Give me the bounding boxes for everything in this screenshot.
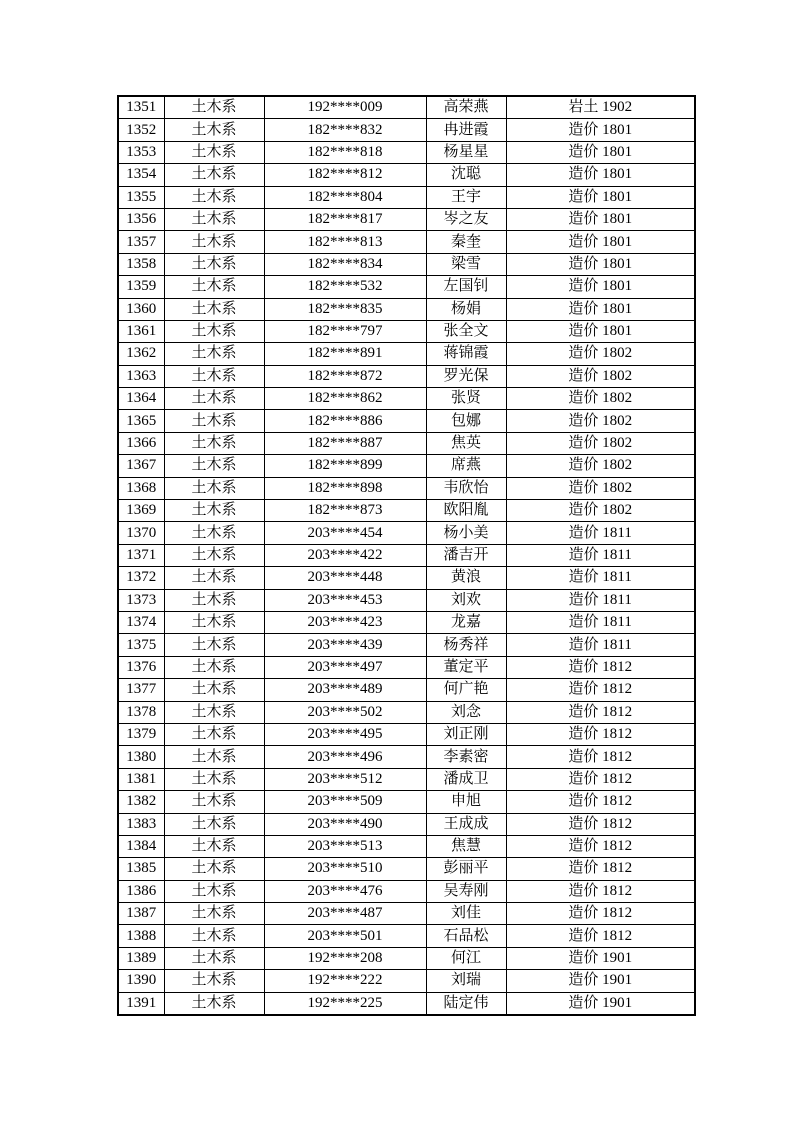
cell-department: 土木系	[164, 903, 264, 925]
cell-name: 杨小美	[426, 522, 506, 544]
cell-class: 造价 1801	[506, 231, 695, 253]
cell-department: 土木系	[164, 634, 264, 656]
cell-class: 造价 1901	[506, 992, 695, 1015]
table-row	[118, 656, 695, 678]
cell-department: 土木系	[164, 320, 264, 342]
cell-index: 1373	[118, 589, 164, 611]
table-row	[118, 186, 695, 208]
cell-name: 岑之友	[426, 208, 506, 230]
cell-class: 造价 1812	[506, 679, 695, 701]
cell-student_id: 182****812	[264, 164, 426, 186]
table-row	[118, 835, 695, 857]
cell-index: 1382	[118, 791, 164, 813]
cell-name: 申旭	[426, 791, 506, 813]
table-row	[118, 164, 695, 186]
cell-student_id: 182****873	[264, 500, 426, 522]
cell-class: 造价 1801	[506, 298, 695, 320]
cell-index: 1360	[118, 298, 164, 320]
cell-student_id: 203****512	[264, 768, 426, 790]
cell-class: 造价 1802	[506, 365, 695, 387]
cell-name: 李素密	[426, 746, 506, 768]
cell-class: 造价 1812	[506, 768, 695, 790]
cell-student_id: 182****797	[264, 320, 426, 342]
cell-index: 1359	[118, 276, 164, 298]
cell-class: 造价 1812	[506, 835, 695, 857]
table-row	[118, 858, 695, 880]
table-row	[118, 208, 695, 230]
cell-index: 1361	[118, 320, 164, 342]
cell-student_id: 203****497	[264, 656, 426, 678]
cell-name: 杨娟	[426, 298, 506, 320]
table-row	[118, 343, 695, 365]
cell-student_id: 203****448	[264, 567, 426, 589]
cell-department: 土木系	[164, 813, 264, 835]
cell-department: 土木系	[164, 858, 264, 880]
table-row	[118, 365, 695, 387]
cell-class: 造价 1811	[506, 567, 695, 589]
cell-class: 造价 1811	[506, 544, 695, 566]
cell-class: 造价 1801	[506, 276, 695, 298]
cell-index: 1384	[118, 835, 164, 857]
cell-class: 造价 1811	[506, 522, 695, 544]
cell-name: 冉进霞	[426, 119, 506, 141]
cell-class: 造价 1812	[506, 903, 695, 925]
table-row	[118, 500, 695, 522]
cell-department: 土木系	[164, 992, 264, 1015]
table-row	[118, 611, 695, 633]
cell-department: 土木系	[164, 477, 264, 499]
cell-index: 1369	[118, 500, 164, 522]
cell-index: 1358	[118, 253, 164, 275]
cell-index: 1376	[118, 656, 164, 678]
cell-department: 土木系	[164, 656, 264, 678]
cell-student_id: 182****887	[264, 432, 426, 454]
cell-index: 1381	[118, 768, 164, 790]
cell-class: 造价 1801	[506, 208, 695, 230]
cell-class: 造价 1802	[506, 388, 695, 410]
table-row	[118, 253, 695, 275]
table-row	[118, 298, 695, 320]
cell-student_id: 182****898	[264, 477, 426, 499]
cell-index: 1385	[118, 858, 164, 880]
cell-name: 刘欢	[426, 589, 506, 611]
cell-class: 造价 1802	[506, 410, 695, 432]
cell-department: 土木系	[164, 141, 264, 163]
cell-class: 造价 1812	[506, 858, 695, 880]
cell-department: 土木系	[164, 679, 264, 701]
cell-class: 造价 1802	[506, 477, 695, 499]
cell-department: 土木系	[164, 164, 264, 186]
cell-department: 土木系	[164, 768, 264, 790]
cell-department: 土木系	[164, 947, 264, 969]
cell-class: 造价 1802	[506, 343, 695, 365]
table-row	[118, 791, 695, 813]
cell-student_id: 203****502	[264, 701, 426, 723]
cell-student_id: 182****835	[264, 298, 426, 320]
student-roster-table	[117, 95, 696, 1016]
cell-name: 梁雪	[426, 253, 506, 275]
cell-class: 造价 1812	[506, 925, 695, 947]
cell-department: 土木系	[164, 880, 264, 902]
cell-index: 1389	[118, 947, 164, 969]
table-row	[118, 813, 695, 835]
cell-index: 1366	[118, 432, 164, 454]
cell-student_id: 182****886	[264, 410, 426, 432]
cell-name: 焦英	[426, 432, 506, 454]
cell-student_id: 182****834	[264, 253, 426, 275]
table-row	[118, 589, 695, 611]
cell-student_id: 203****439	[264, 634, 426, 656]
cell-student_id: 203****490	[264, 813, 426, 835]
cell-name: 张贤	[426, 388, 506, 410]
cell-student_id: 182****832	[264, 119, 426, 141]
cell-department: 土木系	[164, 365, 264, 387]
cell-name: 吴寿刚	[426, 880, 506, 902]
table-row	[118, 746, 695, 768]
table-row	[118, 477, 695, 499]
cell-index: 1375	[118, 634, 164, 656]
cell-name: 刘瑞	[426, 970, 506, 992]
cell-index: 1357	[118, 231, 164, 253]
cell-class: 造价 1802	[506, 500, 695, 522]
cell-department: 土木系	[164, 567, 264, 589]
cell-name: 王宇	[426, 186, 506, 208]
cell-index: 1374	[118, 611, 164, 633]
cell-name: 董定平	[426, 656, 506, 678]
cell-student_id: 203****453	[264, 589, 426, 611]
cell-student_id: 182****818	[264, 141, 426, 163]
table-row	[118, 455, 695, 477]
cell-student_id: 203****487	[264, 903, 426, 925]
table-row	[118, 903, 695, 925]
table-row	[118, 432, 695, 454]
cell-student_id: 182****891	[264, 343, 426, 365]
cell-student_id: 203****509	[264, 791, 426, 813]
cell-name: 黄浪	[426, 567, 506, 589]
cell-department: 土木系	[164, 611, 264, 633]
cell-student_id: 203****423	[264, 611, 426, 633]
cell-student_id: 203****495	[264, 723, 426, 745]
cell-student_id: 192****208	[264, 947, 426, 969]
cell-name: 左国钊	[426, 276, 506, 298]
cell-department: 土木系	[164, 298, 264, 320]
cell-index: 1383	[118, 813, 164, 835]
cell-department: 土木系	[164, 970, 264, 992]
cell-index: 1356	[118, 208, 164, 230]
table-row	[118, 141, 695, 163]
cell-student_id: 182****817	[264, 208, 426, 230]
table-row	[118, 925, 695, 947]
cell-name: 潘成卫	[426, 768, 506, 790]
cell-department: 土木系	[164, 432, 264, 454]
cell-class: 造价 1801	[506, 164, 695, 186]
cell-department: 土木系	[164, 388, 264, 410]
table-row	[118, 679, 695, 701]
table-row	[118, 723, 695, 745]
cell-student_id: 182****862	[264, 388, 426, 410]
cell-name: 龙嘉	[426, 611, 506, 633]
cell-student_id: 182****899	[264, 455, 426, 477]
cell-index: 1377	[118, 679, 164, 701]
cell-class: 造价 1802	[506, 455, 695, 477]
cell-index: 1367	[118, 455, 164, 477]
cell-student_id: 192****222	[264, 970, 426, 992]
cell-index: 1372	[118, 567, 164, 589]
cell-class: 造价 1811	[506, 589, 695, 611]
cell-class: 造价 1812	[506, 701, 695, 723]
table-row	[118, 320, 695, 342]
cell-name: 潘吉开	[426, 544, 506, 566]
cell-class: 造价 1901	[506, 947, 695, 969]
cell-department: 土木系	[164, 208, 264, 230]
cell-name: 张全文	[426, 320, 506, 342]
table-row	[118, 768, 695, 790]
cell-class: 造价 1801	[506, 186, 695, 208]
cell-index: 1351	[118, 96, 164, 119]
cell-name: 彭丽平	[426, 858, 506, 880]
cell-student_id: 203****513	[264, 835, 426, 857]
cell-name: 高荣燕	[426, 96, 506, 119]
cell-department: 土木系	[164, 500, 264, 522]
cell-class: 造价 1801	[506, 253, 695, 275]
cell-name: 刘念	[426, 701, 506, 723]
cell-name: 沈聪	[426, 164, 506, 186]
cell-name: 罗光保	[426, 365, 506, 387]
cell-department: 土木系	[164, 343, 264, 365]
cell-class: 造价 1812	[506, 880, 695, 902]
cell-class: 造价 1812	[506, 813, 695, 835]
cell-class: 造价 1811	[506, 634, 695, 656]
cell-name: 席燕	[426, 455, 506, 477]
table-row	[118, 388, 695, 410]
cell-name: 焦慧	[426, 835, 506, 857]
cell-class: 造价 1812	[506, 746, 695, 768]
cell-department: 土木系	[164, 119, 264, 141]
cell-class: 造价 1901	[506, 970, 695, 992]
table-row	[118, 231, 695, 253]
table-row	[118, 410, 695, 432]
cell-department: 土木系	[164, 835, 264, 857]
cell-student_id: 192****009	[264, 96, 426, 119]
cell-name: 欧阳胤	[426, 500, 506, 522]
cell-index: 1378	[118, 701, 164, 723]
table-row	[118, 880, 695, 902]
cell-name: 石品松	[426, 925, 506, 947]
cell-department: 土木系	[164, 186, 264, 208]
table-row	[118, 970, 695, 992]
cell-student_id: 203****476	[264, 880, 426, 902]
cell-department: 土木系	[164, 701, 264, 723]
cell-department: 土木系	[164, 96, 264, 119]
cell-name: 杨星星	[426, 141, 506, 163]
cell-department: 土木系	[164, 723, 264, 745]
cell-student_id: 203****496	[264, 746, 426, 768]
table-row	[118, 701, 695, 723]
cell-student_id: 182****804	[264, 186, 426, 208]
table-row	[118, 119, 695, 141]
cell-index: 1391	[118, 992, 164, 1015]
cell-name: 刘佳	[426, 903, 506, 925]
cell-name: 韦欣怡	[426, 477, 506, 499]
student-table-body	[118, 96, 695, 1015]
cell-index: 1352	[118, 119, 164, 141]
cell-index: 1368	[118, 477, 164, 499]
cell-department: 土木系	[164, 522, 264, 544]
cell-department: 土木系	[164, 231, 264, 253]
cell-class: 造价 1812	[506, 723, 695, 745]
table-row	[118, 96, 695, 119]
cell-name: 包娜	[426, 410, 506, 432]
cell-class: 岩土 1902	[506, 96, 695, 119]
cell-department: 土木系	[164, 791, 264, 813]
cell-department: 土木系	[164, 276, 264, 298]
table-row	[118, 634, 695, 656]
cell-index: 1353	[118, 141, 164, 163]
cell-name: 何广艳	[426, 679, 506, 701]
cell-name: 何江	[426, 947, 506, 969]
cell-department: 土木系	[164, 925, 264, 947]
cell-index: 1380	[118, 746, 164, 768]
cell-name: 秦奎	[426, 231, 506, 253]
cell-student_id: 203****422	[264, 544, 426, 566]
cell-index: 1355	[118, 186, 164, 208]
cell-name: 蒋锦霞	[426, 343, 506, 365]
cell-student_id: 203****454	[264, 522, 426, 544]
cell-index: 1363	[118, 365, 164, 387]
cell-index: 1364	[118, 388, 164, 410]
cell-student_id: 203****510	[264, 858, 426, 880]
table-row	[118, 276, 695, 298]
cell-class: 造价 1812	[506, 791, 695, 813]
cell-student_id: 192****225	[264, 992, 426, 1015]
cell-name: 陆定伟	[426, 992, 506, 1015]
cell-name: 刘正刚	[426, 723, 506, 745]
cell-index: 1390	[118, 970, 164, 992]
cell-student_id: 182****872	[264, 365, 426, 387]
cell-student_id: 203****489	[264, 679, 426, 701]
cell-index: 1370	[118, 522, 164, 544]
cell-index: 1354	[118, 164, 164, 186]
cell-index: 1386	[118, 880, 164, 902]
cell-student_id: 182****532	[264, 276, 426, 298]
cell-index: 1387	[118, 903, 164, 925]
cell-department: 土木系	[164, 455, 264, 477]
cell-index: 1362	[118, 343, 164, 365]
cell-class: 造价 1801	[506, 320, 695, 342]
cell-department: 土木系	[164, 410, 264, 432]
table-row	[118, 992, 695, 1015]
table-row	[118, 567, 695, 589]
cell-index: 1371	[118, 544, 164, 566]
table-row	[118, 544, 695, 566]
cell-student_id: 182****813	[264, 231, 426, 253]
cell-class: 造价 1802	[506, 432, 695, 454]
cell-class: 造价 1801	[506, 119, 695, 141]
cell-department: 土木系	[164, 253, 264, 275]
cell-index: 1365	[118, 410, 164, 432]
cell-index: 1388	[118, 925, 164, 947]
table-row	[118, 947, 695, 969]
cell-name: 王成成	[426, 813, 506, 835]
cell-name: 杨秀祥	[426, 634, 506, 656]
cell-index: 1379	[118, 723, 164, 745]
cell-department: 土木系	[164, 746, 264, 768]
cell-class: 造价 1801	[506, 141, 695, 163]
cell-student_id: 203****501	[264, 925, 426, 947]
cell-department: 土木系	[164, 544, 264, 566]
cell-class: 造价 1812	[506, 656, 695, 678]
cell-class: 造价 1811	[506, 611, 695, 633]
cell-department: 土木系	[164, 589, 264, 611]
table-row	[118, 522, 695, 544]
